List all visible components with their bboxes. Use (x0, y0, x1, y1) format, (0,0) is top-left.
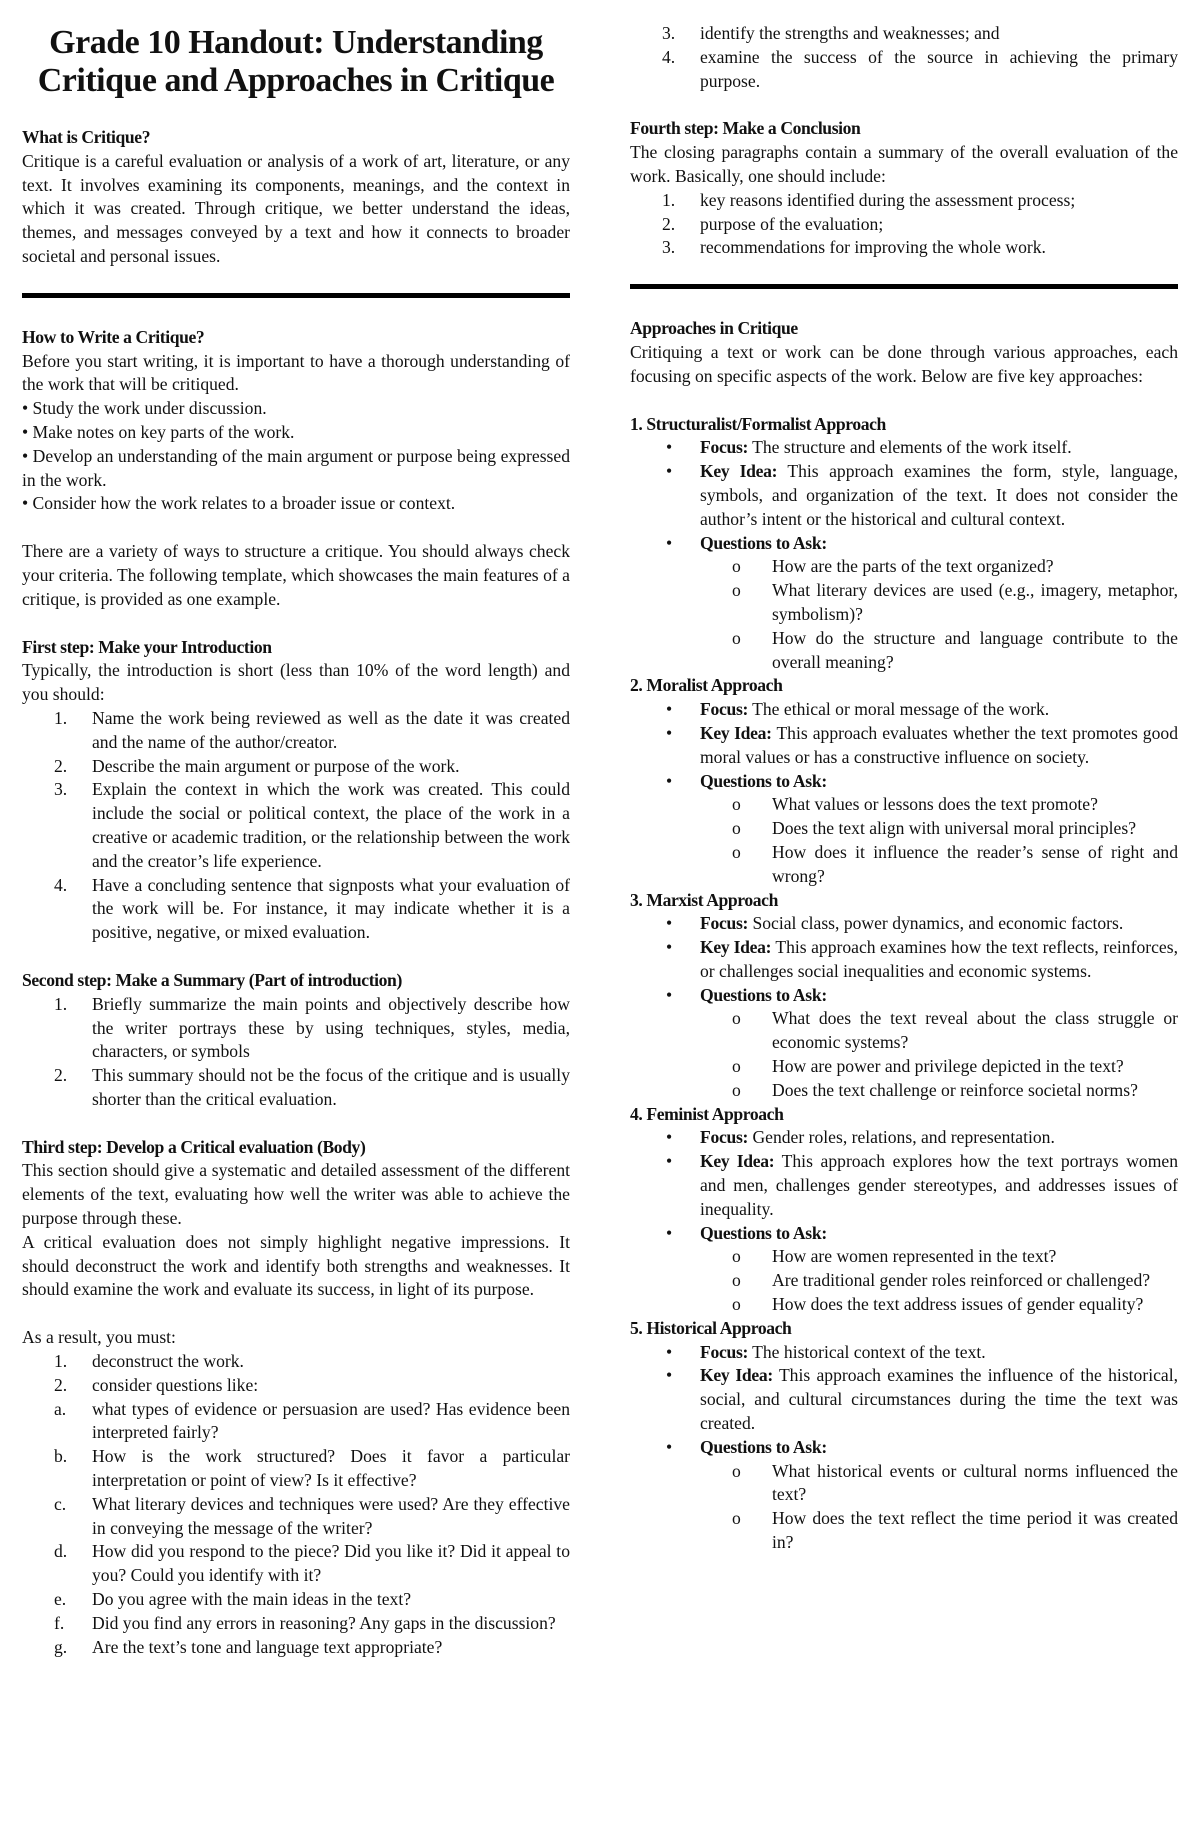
key-idea-point: • Key Idea: This approach examines the influence of the historical, social, and cultural circumstances during the time the text was created. (666, 1365, 1178, 1434)
focus-point: • Focus: The ethical or moral message of the work. (630, 698, 1178, 722)
questions-point (630, 1222, 1178, 1317)
circle-bullet-icon: o (732, 1460, 741, 1481)
section-divider (22, 293, 570, 298)
circle-bullet-icon: o (732, 1508, 741, 1529)
list-item: 3. Explain the context in which the work was created. This could include the social or political context, the place of the work in a creative or academic tradition, or the relationship between the work and the creator’s life experience. (54, 779, 570, 871)
question-item: o How are the parts of the text organized? (630, 555, 1178, 579)
structure-text: There are a variety of ways to structure a critique. You should always check your criteria. The following template, which showcases the main features of a critique, is provided as one example. (22, 541, 570, 609)
approaches-heading: Approaches in Critique (630, 318, 798, 339)
list-item: 1. Name the work being reviewed as well as the date it was created and the name of the author/creator. (54, 707, 570, 752)
structuralist-approach (630, 413, 1178, 675)
key-idea-label: Key Idea: (700, 461, 778, 482)
continued-list (630, 22, 1178, 93)
focus-label: Focus: (700, 1127, 749, 1148)
focus-label: Focus: (700, 699, 749, 720)
approach-heading: 2. Moralist Approach (630, 675, 783, 696)
circle-bullet-icon: o (732, 818, 741, 839)
circle-bullet-icon: o (732, 841, 741, 862)
questions-list (700, 1460, 1178, 1555)
bullet-icon: • (666, 770, 673, 791)
questions-list (700, 793, 1178, 888)
list-item: g. Are the text’s tone and language text appropriate? (54, 1636, 443, 1657)
how-to-write-intro: Before you start writing, it is important to have a thorough understanding of the work that will be critiqued. (22, 350, 570, 395)
list-item: e. Do you agree with the main ideas in the text? (54, 1589, 412, 1610)
questions-label: Questions to Ask: (700, 1436, 827, 1457)
how-bullet: • Consider how the work relates to a broader issue or context. (22, 493, 456, 514)
focus-point: • Focus: The historical context of the text. (630, 1341, 1178, 1365)
bullet-icon: • (666, 937, 673, 958)
bullet-icon: • (666, 437, 673, 458)
how-bullet: • Make notes on key parts of the work. (22, 421, 295, 442)
list-item: c. What literary devices and techniques were used? Are they effective in conveying the message of the writer? (54, 1493, 570, 1538)
questions-label: Questions to Ask: (700, 770, 827, 791)
how-bullet: • Study the work under discussion. (22, 398, 267, 419)
key-idea-label: Key Idea: (700, 1151, 775, 1172)
circle-bullet-icon: o (732, 1246, 741, 1267)
question-item: o Does the text challenge or reinforce societal norms? (630, 1079, 1178, 1103)
approaches-list (630, 413, 1178, 1555)
how-bullet: • Develop an understanding of the main argument or purpose being expressed in the work. (22, 445, 570, 490)
list-item: 2. Describe the main argument or purpose of the work. (54, 755, 460, 776)
step1-list (22, 707, 570, 945)
bullet-icon: • (666, 1341, 673, 1362)
question-item: o What values or lessons does the text promote? (630, 793, 1178, 817)
key-idea-label: Key Idea: (700, 937, 772, 958)
approach-heading: 1. Structuralist/Formalist Approach (630, 413, 886, 434)
circle-bullet-icon: o (732, 580, 741, 601)
circle-bullet-icon: o (732, 1294, 741, 1315)
bullet-icon: • (666, 1127, 673, 1148)
step2-heading: Second step: Make a Summary (Part of introduction) (22, 969, 402, 990)
section-divider (630, 284, 1178, 289)
questions-label: Questions to Ask: (700, 532, 827, 553)
question-item: o How are women represented in the text? (630, 1245, 1178, 1269)
historical-approach (630, 1317, 1178, 1555)
left-column (22, 22, 570, 1835)
question-item: o How do the structure and language contribute to the overall meaning? (732, 627, 1178, 672)
step1-intro: Typically, the introduction is short (less than 10% of the word length) and you should: (22, 660, 570, 705)
list-item: b. How is the work structured? Does it favor a particular interpretation or point of view? Is it effective? (54, 1446, 570, 1491)
step4-list (630, 189, 1178, 260)
question-item: o What historical events or cultural norms influenced the text? (732, 1460, 1178, 1505)
focus-label: Focus: (700, 1341, 749, 1362)
result-list (22, 1350, 570, 1659)
approach-heading: 3. Marxist Approach (630, 889, 778, 910)
question-item: o Are traditional gender roles reinforced or challenged? (630, 1269, 1178, 1293)
right-column (630, 22, 1178, 1835)
what-is-critique-text: Critique is a careful evaluation or analysis of a work of art, literature, or any text. It involves examining its components, meanings, and the context in which it was created. Through critique, we better understand the ideas, themes, and messages conveyed by a text and how it connects to broader societal and personal issues. (22, 150, 570, 266)
step3-paragraph-2: A critical evaluation does not simply highlight negative impressions. It should deconstruct the work and identify both strengths and weaknesses. It should examine the work and evaluate its success, in light of its purpose. (22, 1231, 570, 1300)
circle-bullet-icon: o (732, 627, 741, 648)
circle-bullet-icon: o (732, 794, 741, 815)
list-item: d. How did you respond to the piece? Did you like it? Did it appeal to you? Could you identify with it? (54, 1541, 570, 1586)
question-item: o Does the text align with universal moral principles? (630, 817, 1178, 841)
list-item: 3. identify the strengths and weaknesses; and (662, 23, 1000, 43)
list-item: f. Did you find any errors in reasoning? Any gaps in the discussion? (54, 1612, 556, 1633)
circle-bullet-icon: o (732, 556, 741, 577)
key-idea-label: Key Idea: (700, 1365, 773, 1386)
list-item: 2. consider questions like: (54, 1374, 259, 1395)
bullet-icon: • (666, 699, 673, 720)
result-intro: As a result, you must: (22, 1327, 176, 1348)
key-idea-label: Key Idea: (700, 722, 772, 743)
step3-heading: Third step: Develop a Critical evaluation (Body) (22, 1136, 366, 1157)
list-item: 2. purpose of the evaluation; (662, 213, 884, 234)
question-item: o How does it influence the reader’s sense of right and wrong? (732, 841, 1178, 886)
list-item: 4. Have a concluding sentence that signposts what your evaluation of the work will be. For instance, it may indicate whether it is a positive, negative, or mixed evaluation. (54, 874, 570, 943)
list-item: 3. recommendations for improving the whole work. (662, 237, 1046, 258)
bullet-icon: • (666, 984, 673, 1005)
circle-bullet-icon: o (732, 1079, 741, 1100)
list-item: 4. examine the success of the source in achieving the primary purpose. (662, 46, 1178, 91)
questions-label: Questions to Ask: (700, 984, 827, 1005)
key-idea-point: • Key Idea: This approach examines how the text reflects, reinforces, or challenges social inequalities and economic systems. (666, 937, 1178, 981)
step1-heading: First step: Make your Introduction (22, 636, 272, 657)
what-is-critique-heading: What is Critique? (22, 127, 151, 147)
list-item: 2. This summary should not be the focus of the critique and is usually shorter than the critical evaluation. (54, 1065, 570, 1109)
question-item: o What does the text reveal about the class struggle or economic systems? (732, 1008, 1178, 1053)
question-item: o How does the text address issues of gender equality? (630, 1293, 1178, 1317)
list-item: 1. Briefly summarize the main points and objectively describe how the writer portrays these by using techniques, styles, media, characters, or symbols (54, 993, 570, 1062)
moralist-approach (630, 674, 1178, 888)
list-item: 1. deconstruct the work. (54, 1351, 244, 1372)
how-to-write-heading: How to Write a Critique? (22, 326, 205, 347)
page-title: Grade 10 Handout: Understanding Critique and Approaches in Critique (37, 24, 555, 99)
focus-point: • Focus: The structure and elements of the work itself. (630, 436, 1178, 460)
approach-heading: 5. Historical Approach (630, 1317, 792, 1338)
approaches-intro: Critiquing a text or work can be done through various approaches, each focusing on specific aspects of the work. Below are five key approaches: (630, 341, 1178, 386)
marxist-approach (630, 889, 1178, 1103)
circle-bullet-icon: o (732, 1056, 741, 1077)
question-item: o How are power and privilege depicted in the text? (630, 1055, 1178, 1079)
bullet-icon: • (666, 461, 673, 482)
focus-label: Focus: (700, 437, 749, 458)
bullet-icon: • (666, 1436, 673, 1457)
circle-bullet-icon: o (732, 1270, 741, 1291)
focus-point: • Focus: Social class, power dynamics, and economic factors. (630, 912, 1178, 936)
bullet-icon: • (666, 722, 673, 743)
focus-label: Focus: (700, 913, 749, 934)
questions-point (630, 984, 1178, 1103)
questions-list (700, 555, 1178, 674)
feminist-approach (630, 1103, 1178, 1317)
question-item: o What literary devices are used (e.g., imagery, metaphor, symbolism)? (732, 580, 1178, 624)
questions-list (700, 1007, 1178, 1102)
circle-bullet-icon: o (732, 1008, 741, 1029)
approach-heading: 4. Feminist Approach (630, 1103, 784, 1124)
question-item: o How does the text reflect the time period it was created in? (732, 1508, 1178, 1553)
questions-list (700, 1245, 1178, 1316)
bullet-icon: • (666, 532, 673, 553)
key-idea-point: • Key Idea: This approach examines the form, style, language, symbols, and organization of the text. It does not consider the author’s intent or the historical and cultural context. (666, 461, 1179, 529)
step3-paragraph-1: This section should give a systematic and detailed assessment of the different elements of the text, evaluating how well the writer was able to achieve the purpose through these. (22, 1160, 570, 1229)
questions-point (630, 770, 1178, 889)
step4-intro: The closing paragraphs contain a summary of the overall evaluation of the work. Basically, one should include: (630, 142, 1178, 186)
questions-point (630, 1436, 1178, 1555)
step2-list (22, 993, 570, 1112)
step4-heading: Fourth step: Make a Conclusion (630, 118, 861, 139)
bullet-icon: • (666, 1365, 673, 1386)
key-idea-point: • Key Idea: This approach explores how the text portrays women and men, challenges gender stereotypes, and addresses issues of inequality. (666, 1151, 1178, 1219)
questions-label: Questions to Ask: (700, 1222, 827, 1243)
list-item: a. what types of evidence or persuasion are used? Has evidence been interpreted fairly? (54, 1398, 570, 1443)
bullet-icon: • (666, 913, 673, 934)
focus-point: • Focus: Gender roles, relations, and representation. (630, 1126, 1178, 1150)
bullet-icon: • (666, 1222, 673, 1243)
list-item: 1. key reasons identified during the assessment process; (662, 189, 1076, 210)
key-idea-point: • Key Idea: This approach evaluates whether the text promotes good moral values or has a constructive influence on society. (666, 722, 1178, 767)
questions-point (630, 532, 1178, 675)
bullet-icon: • (666, 1151, 673, 1172)
